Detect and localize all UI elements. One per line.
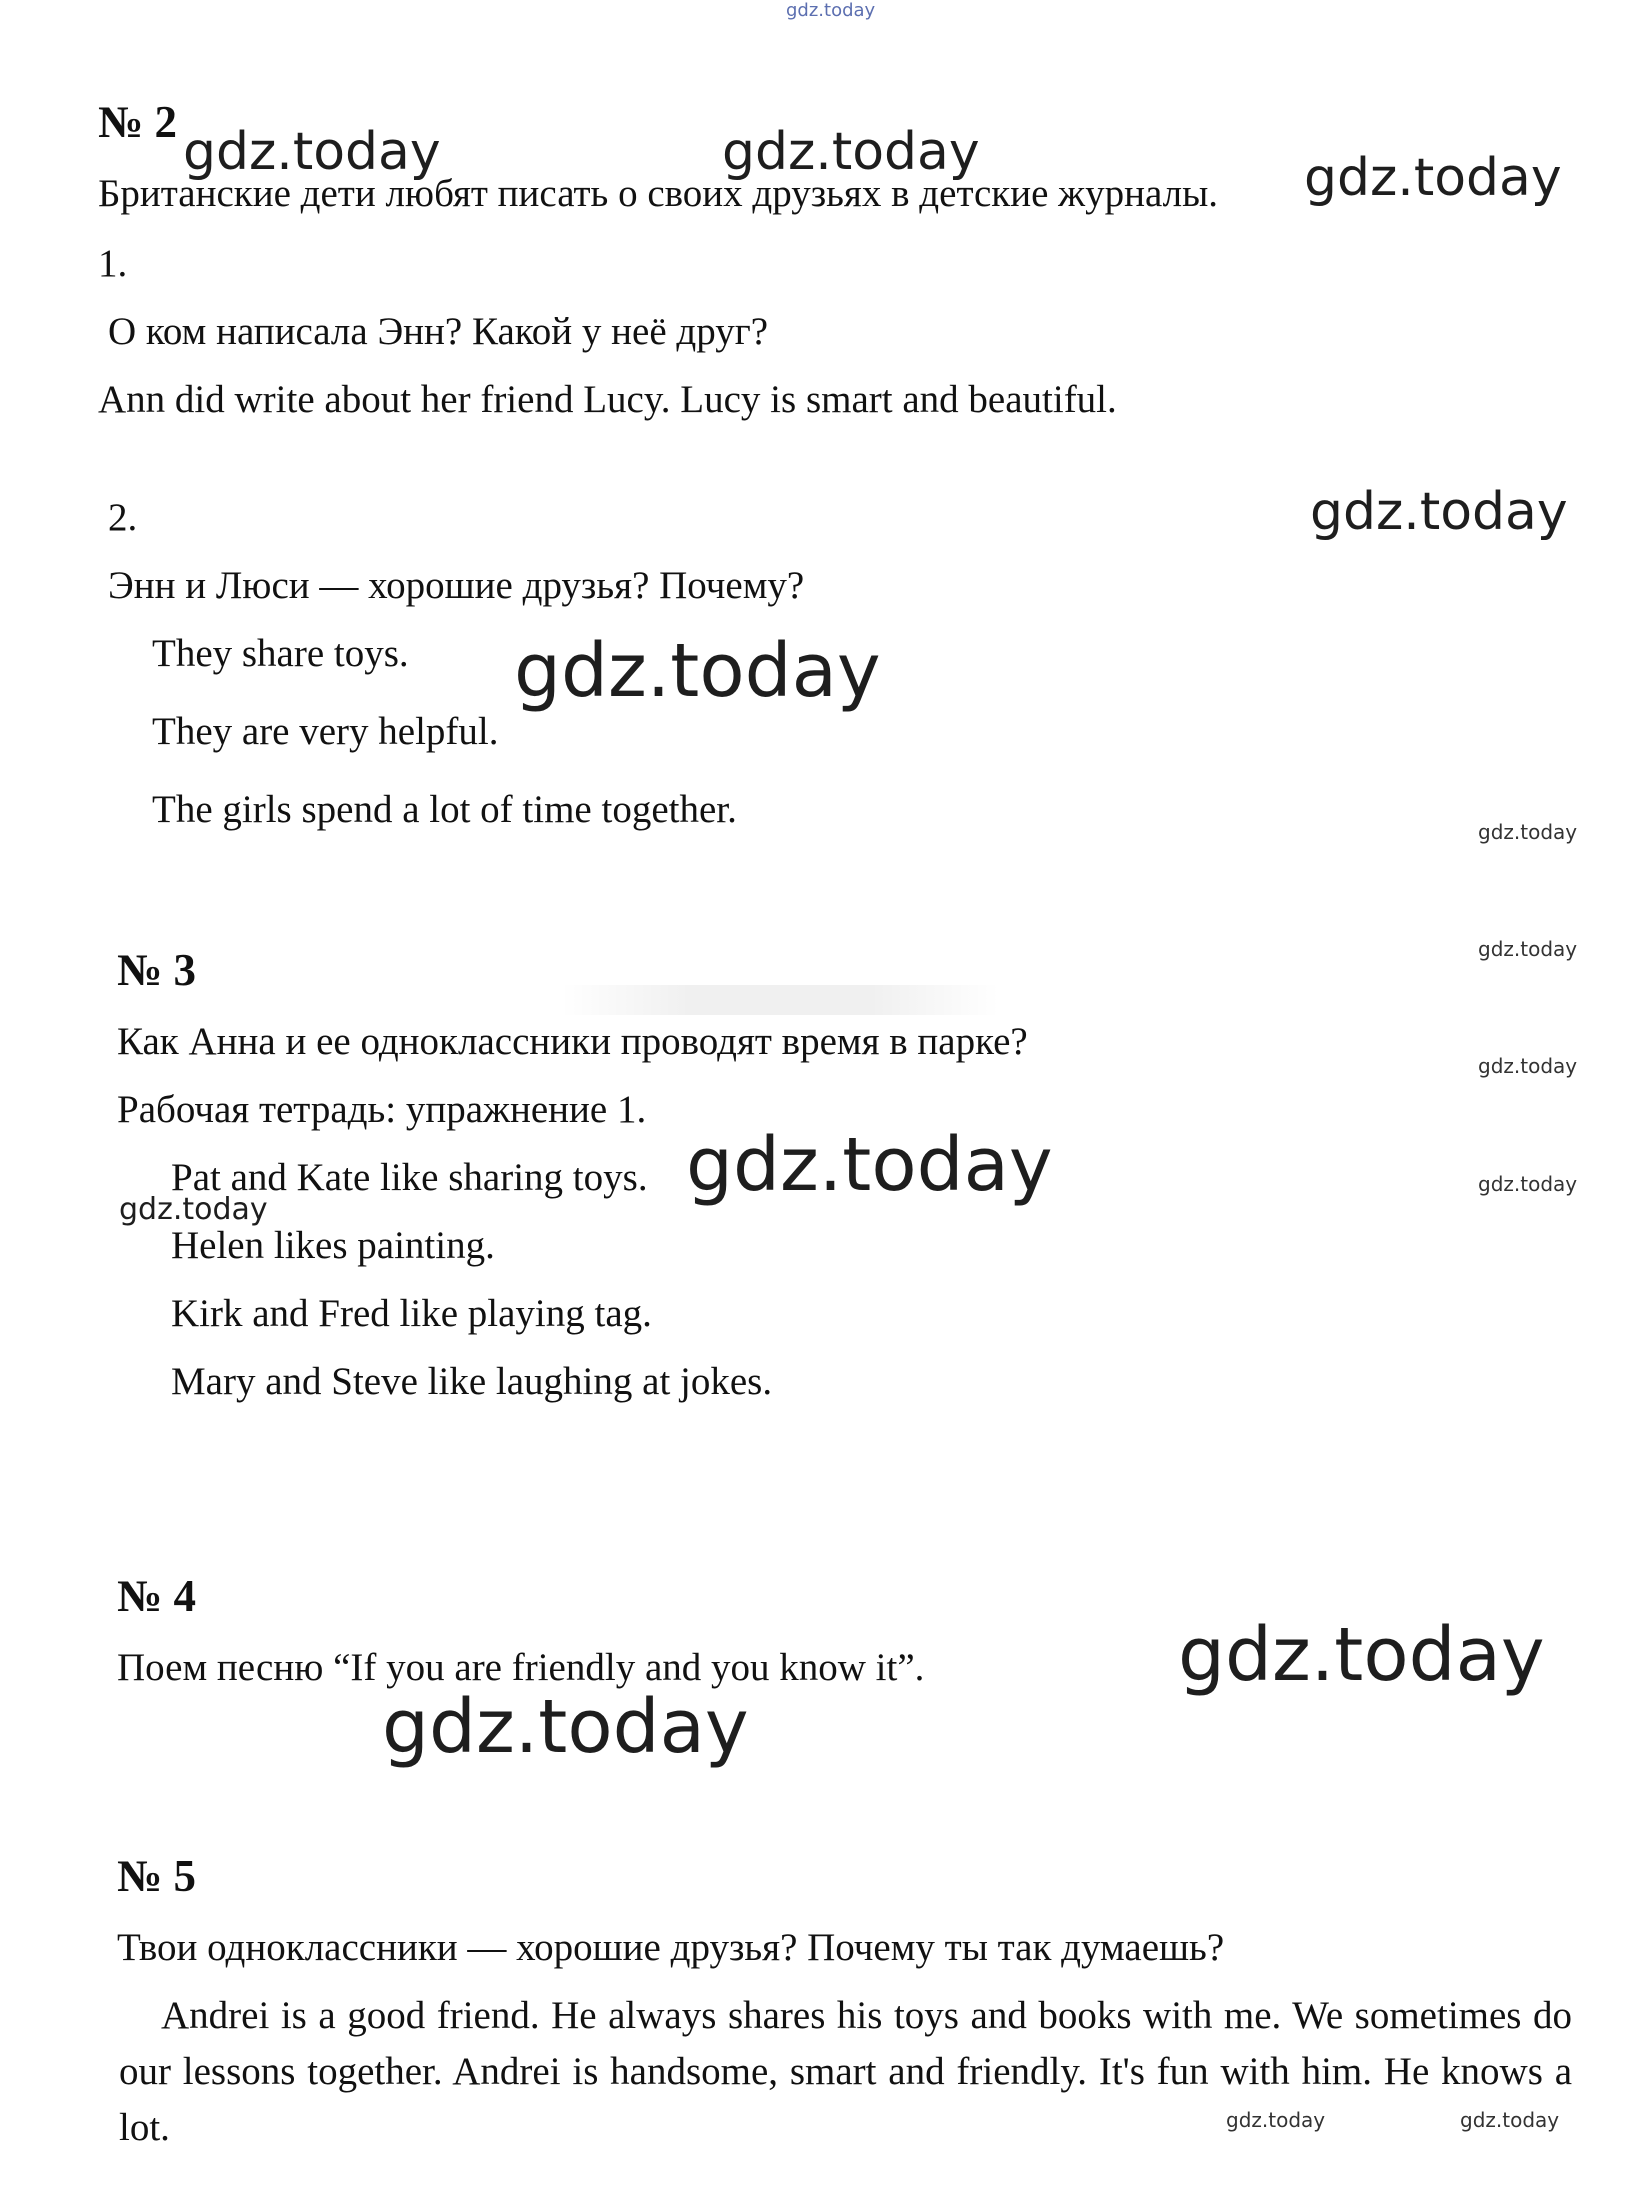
- section-5-number: № 5: [117, 1851, 196, 1901]
- section-5-question: Твои одноклассники — хорошие друзья? Почему ты так думаешь?: [117, 1926, 1225, 1969]
- section-3-workbook: Рабочая тетрадь: упражнение 1.: [117, 1088, 647, 1131]
- faint-smudge: [560, 985, 1000, 1015]
- watermark-1: gdz.today: [183, 122, 441, 182]
- section-3-question: Как Анна и ее одноклассники проводят время в парке?: [117, 1020, 1028, 1063]
- watermark-4: gdz.today: [1310, 482, 1568, 542]
- section-2-q2-answer-2: They are very helpful.: [152, 710, 499, 753]
- section-5-answer: Andrei is a good friend. He always shares his toys and books with me. We sometimes do our lessons together. Andrei is handsome, smart and friendly. It's fun with him. He knows a lot.: [119, 1994, 1572, 2149]
- section-2-q1-answer: Ann did write about her friend Lucy. Lucy is smart and beautiful.: [98, 378, 1117, 421]
- section-2-q2-number: 2.: [108, 496, 138, 539]
- watermark-top: gdz.today: [786, 0, 876, 21]
- section-4-number: № 4: [117, 1571, 196, 1621]
- section-2-intro: Британские дети любят писать о своих друзьях в детские журналы.: [98, 172, 1219, 215]
- section-2-q2-answer-3: The girls spend a lot of time together.: [152, 788, 737, 831]
- watermark-7: gdz.today: [1478, 937, 1578, 961]
- section-2-q1-question: О ком написала Энн? Какой у неё друг?: [108, 310, 769, 353]
- watermark-12: gdz.today: [1178, 1612, 1545, 1698]
- watermark-10: gdz.today: [686, 1122, 1053, 1208]
- watermark-11: gdz.today: [119, 1192, 268, 1227]
- watermark-15: gdz.today: [1460, 2108, 1560, 2132]
- section-2-q1-number: 1.: [98, 242, 128, 285]
- section-3-answer-1: Pat and Kate like sharing toys.: [171, 1156, 648, 1199]
- watermark-6: gdz.today: [1478, 820, 1578, 844]
- watermark-5: gdz.today: [514, 628, 881, 714]
- watermark-3: gdz.today: [1304, 148, 1562, 208]
- watermark-8: gdz.today: [1478, 1054, 1578, 1078]
- section-3-answer-2: Helen likes painting.: [171, 1224, 495, 1267]
- section-3-number: № 3: [117, 945, 196, 995]
- watermark-2: gdz.today: [722, 122, 980, 182]
- section-2-q2-answer-1: They share toys.: [152, 632, 409, 675]
- watermark-14: gdz.today: [1226, 2108, 1326, 2132]
- section-4-text: Поем песню “If you are friendly and you know it”.: [117, 1646, 925, 1689]
- section-3-answer-3: Kirk and Fred like playing tag.: [171, 1292, 652, 1335]
- section-2-number: № 2: [98, 97, 177, 147]
- watermark-13: gdz.today: [382, 1684, 749, 1770]
- section-2-q2-question: Энн и Люси — хорошие друзья? Почему?: [108, 564, 805, 607]
- section-3-answer-4: Mary and Steve like laughing at jokes.: [171, 1360, 773, 1403]
- watermark-9: gdz.today: [1478, 1172, 1578, 1196]
